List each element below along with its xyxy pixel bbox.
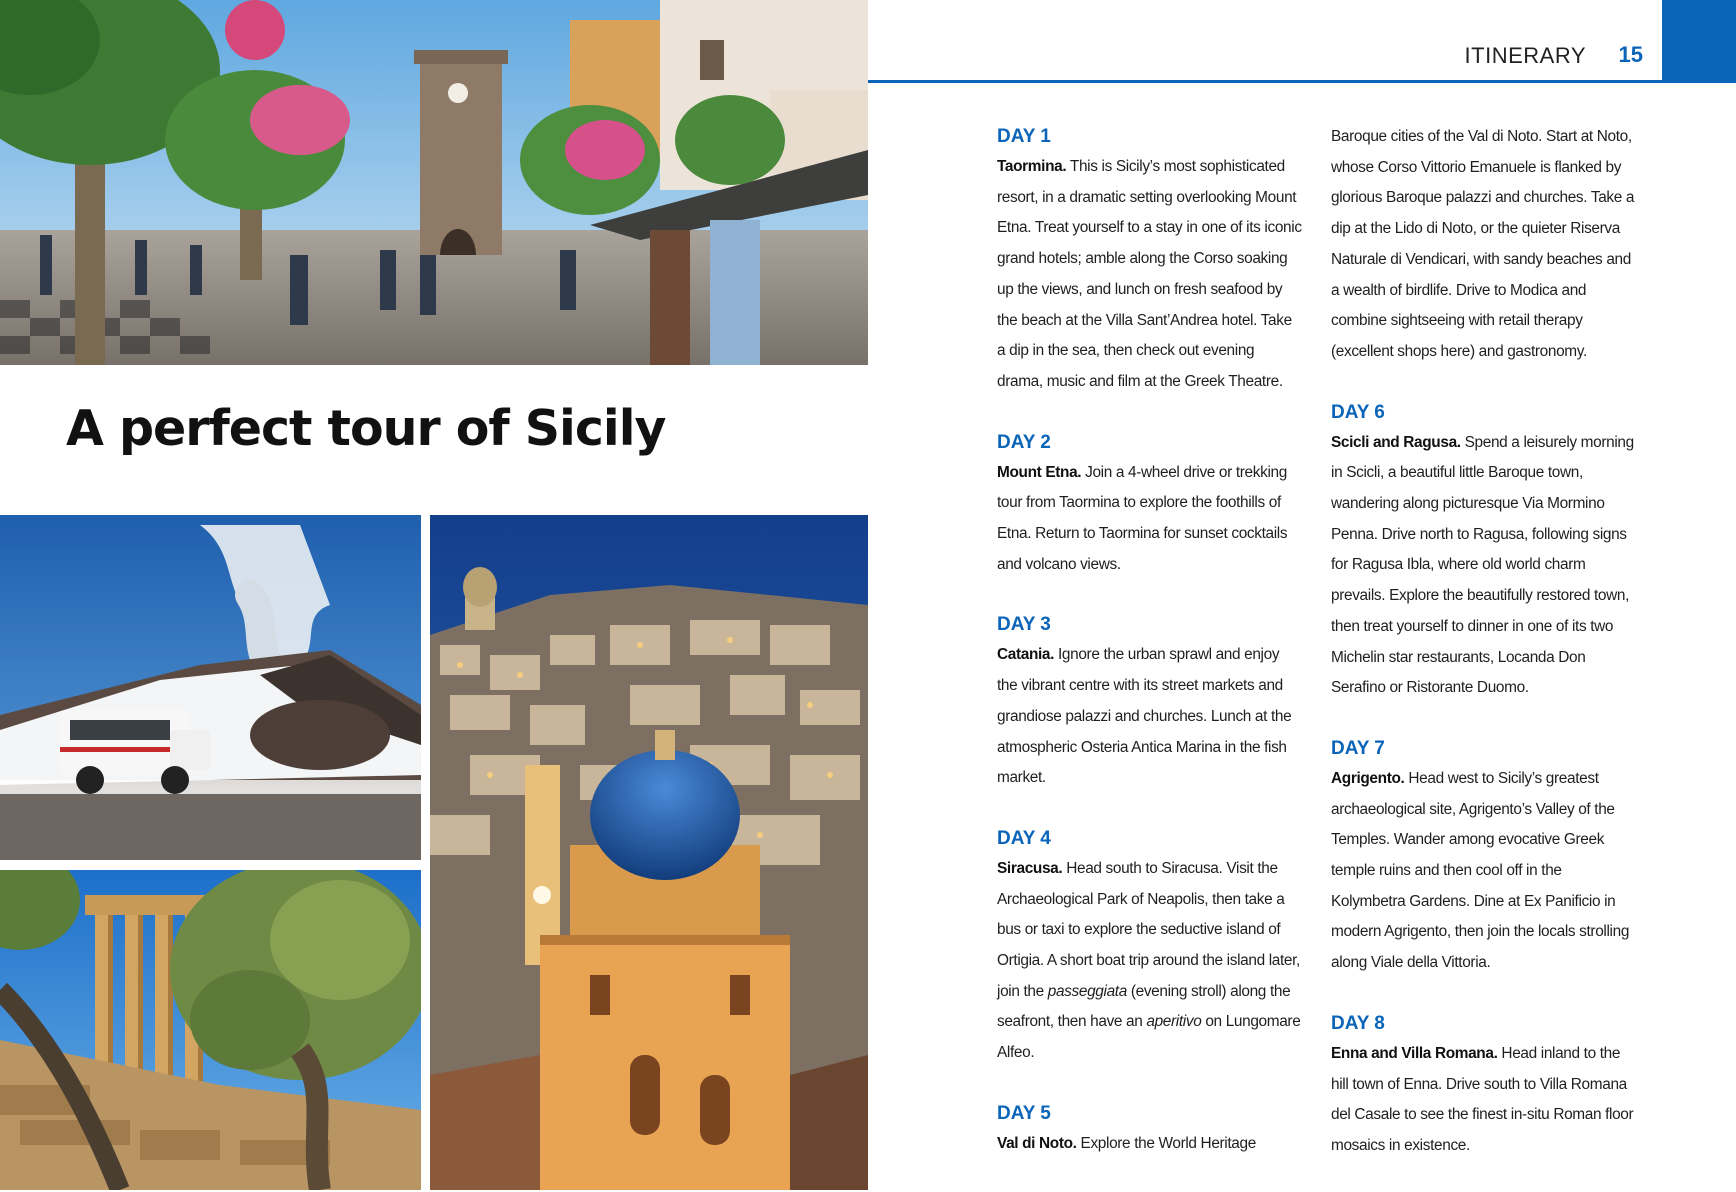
day-5 — [997, 1099, 1302, 1160]
day-description — [997, 152, 1302, 398]
photo-ragusa — [430, 515, 868, 1190]
place-name: Siracusa. — [997, 859, 1063, 877]
day-6 — [1331, 398, 1636, 704]
day-text: Head south to Siracusa. Visit the Archaeological Park of Neapolis, then take a bus or taxi to explore the seductive island of Ortigia. A short boat trip around the island later, join the — [997, 859, 1300, 1000]
day-description — [997, 854, 1302, 1069]
photo-etna — [0, 515, 421, 860]
itinerary-column-left — [997, 122, 1302, 1190]
day-label: DAY 4 — [997, 827, 1051, 849]
place-name: Agrigento. — [1331, 769, 1405, 787]
place-name: Enna and Villa Romana. — [1331, 1044, 1498, 1062]
italic-term: passeggiata — [1047, 982, 1127, 1000]
day-5-continued — [1331, 122, 1636, 368]
day-text: This is Sicily’s most sophisticated resort, in a dramatic setting overlooking Mount Etna. Treat yourself to a stay in one of its iconic grand hotels; amble along the Corso soaking up the views, and lunch on fresh seafood by the beach at the Villa Sant’Andrea hotel. Take a dip in the sea, then check out evening drama, music and film at the Greek Theatre. — [997, 158, 1302, 390]
place-name: Catania. — [997, 646, 1055, 664]
place-name: Mount Etna. — [997, 463, 1082, 481]
day-description — [1331, 428, 1636, 704]
photo-taormina — [0, 0, 868, 365]
header-rule — [868, 80, 1736, 83]
day-text: Ignore the urban sprawl and enjoy the vibrant centre with its street markets and grandiose palazzi and churches. Lunch at the atmospheric Osteria Antica Marina in the fish market. — [997, 646, 1292, 787]
day-label: DAY 6 — [1331, 401, 1385, 423]
day-1 — [997, 122, 1302, 398]
day-description — [1331, 764, 1636, 979]
itinerary-column-right — [1331, 122, 1636, 1192]
place-name: Taormina. — [997, 158, 1067, 175]
day-label: DAY 7 — [1331, 737, 1385, 759]
place-name: Scicli and Ragusa. — [1331, 433, 1461, 451]
italic-term: aperitivo — [1146, 1013, 1202, 1031]
day-description — [997, 1129, 1302, 1160]
day-text: on Lungomare Alfeo. — [997, 1013, 1301, 1062]
day-4 — [997, 824, 1302, 1069]
day-label: DAY 2 — [997, 431, 1051, 453]
day-text: Baroque cities of the Val di Noto. Start at Noto, whose Corso Vittorio Emanuele is flanked by glorious Baroque palazzi and churches. Take a dip at the Lido di Noto, or the quieter Riserva Naturale di Vendicari, with sandy beaches and a wealth of birdlife. Drive to Modica and combine sightseeing with retail therapy (excellent shops here) and gastronomy. — [1331, 128, 1635, 360]
day-7 — [1331, 734, 1636, 979]
day-description — [997, 640, 1302, 794]
day-description — [1331, 1039, 1636, 1162]
place-name: Val di Noto. — [997, 1134, 1077, 1152]
day-label: DAY 3 — [997, 614, 1051, 636]
photo-agrigento — [0, 870, 421, 1190]
day-3 — [997, 610, 1302, 794]
day-label: DAY 1 — [997, 126, 1051, 147]
day-description — [997, 458, 1302, 581]
day-text: Join a 4-wheel drive or trekking tour from Taormina to explore the foothills of Etna. Return to Taormina for sunset cocktails and volcano views. — [997, 463, 1288, 573]
day-text: Head inland to the hill town of Enna. Drive south to Villa Romana del Casale to see the finest in-situ Roman floor mosaics in existence. — [1331, 1044, 1634, 1154]
day-text: Spend a leisurely morning in Scicli, a beautiful little Baroque town, wandering along picturesque Via Mormino Penna. Drive north to Ragusa, following signs for Ragusa Ibla, where old world charm prevails. Explore the beautifully restored town, then treat yourself to dinner in one of its two Michelin star restaurants, Locanda Don Serafino or Ristorante Duomo. — [1331, 433, 1634, 697]
page-title: A perfect tour of Sicily — [66, 400, 666, 457]
day-8 — [1331, 1009, 1636, 1162]
day-2 — [997, 428, 1302, 581]
page-number: 15 — [1618, 42, 1643, 67]
day-text: (evening stroll) along the seafront, then have an — [997, 982, 1291, 1031]
day-label: DAY 8 — [1331, 1012, 1385, 1034]
page-tab — [1662, 0, 1736, 82]
day-text: Head west to Sicily’s greatest archaeological site, Agrigento’s Valley of the Temples. Wander among evocative Greek temple ruins and then cool off in the Kolymbetra Gardens. Dine at Ex Panificio in modern Agrigento, then join the locals strolling along Viale della Vittoria. — [1331, 769, 1630, 972]
day-label: DAY 5 — [997, 1102, 1051, 1124]
day-text: Explore the World Heritage — [1076, 1134, 1256, 1152]
section-label: ITINERARY — [1464, 43, 1586, 68]
